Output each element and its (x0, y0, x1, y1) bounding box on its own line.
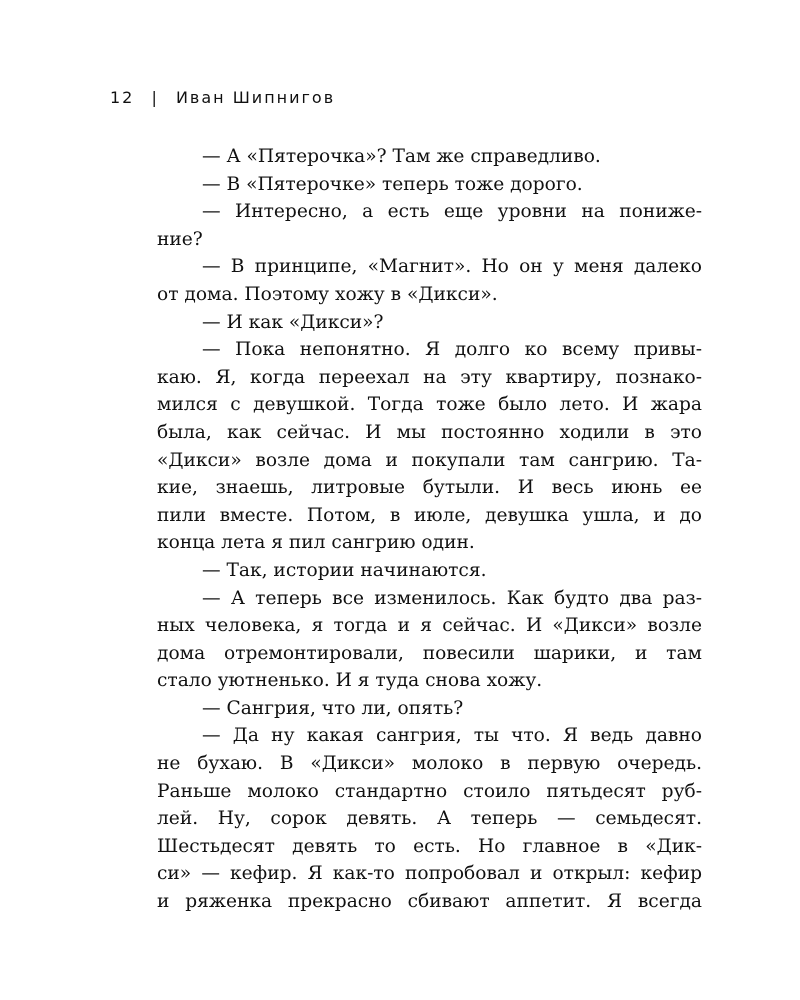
text-line: — А «Пятерочка»? Там же справедливо. (202, 146, 601, 167)
header-separator: | (151, 88, 159, 107)
author-name: Иван Шипнигов (175, 88, 336, 107)
text-line: си» — кефир. Я как-то попробовал и открыл: кефир (157, 863, 702, 885)
text-line: — Да ну какая сангрия, ты что. Я ведь давно (202, 725, 702, 747)
text-line: и ряженка прекрасно сбивают аппетит. Я всегда (157, 891, 702, 913)
text-line: каю. Я, когда переехал на эту квартиру, познако- (157, 366, 702, 388)
text-line: «Дикси» возле дома и покупали там сангрию. Та- (157, 449, 702, 471)
text-line: — Пока непонятно. Я долго ко всему привы- (202, 339, 702, 361)
text-line: стало уютненько. И я туда снова хожу. (157, 670, 543, 692)
text-line: ние? (157, 228, 203, 250)
text-line: конца лета я пил сангрию один. (157, 532, 475, 554)
text-line: — А теперь все изменилось. Как будто два раз- (202, 587, 702, 609)
body-text (157, 143, 702, 916)
text-line: — Интересно, а есть еще уровни на пониже- (202, 201, 702, 223)
text-line: Шестьдесят девять то есть. Но главное в «Дик- (157, 835, 702, 857)
text-line: от дома. Поэтому хожу в «Дикси». (157, 283, 498, 305)
text-line: — В «Пятерочке» теперь тоже дорого. (202, 173, 583, 195)
text-line: пили вместе. Потом, в июле, девушка ушла, и до (157, 504, 702, 526)
running-header (110, 88, 335, 107)
text-line: кие, знаешь, литровые бутыли. И весь июнь ее (157, 477, 702, 499)
text-line: дома отремонтировали, повесили шарики, и там (157, 642, 702, 664)
text-line: — И как «Дикси»? (202, 311, 384, 333)
text-line: мился с девушкой. Тогда тоже было лето. И жара (157, 394, 702, 416)
text-line: не бухаю. В «Дикси» молоко в первую очередь. (157, 753, 702, 775)
text-line: была, как сейчас. И мы постоянно ходили в это (157, 421, 702, 443)
text-line: Раньше молоко стандартно стоило пятьдесят руб- (157, 780, 702, 802)
text-line: — Так, истории начинаются. (202, 559, 487, 581)
text-line: ных человека, я тогда и я сейчас. И «Дикси» возле (157, 615, 702, 637)
text-line: — Сангрия, что ли, опять? (202, 697, 464, 719)
page-number: 12 (110, 88, 135, 107)
text-line: лей. Ну, сорок девять. А теперь — семьдесят. (157, 808, 702, 830)
text-line: — В принципе, «Магнит». Но он у меня далеко (202, 256, 702, 278)
